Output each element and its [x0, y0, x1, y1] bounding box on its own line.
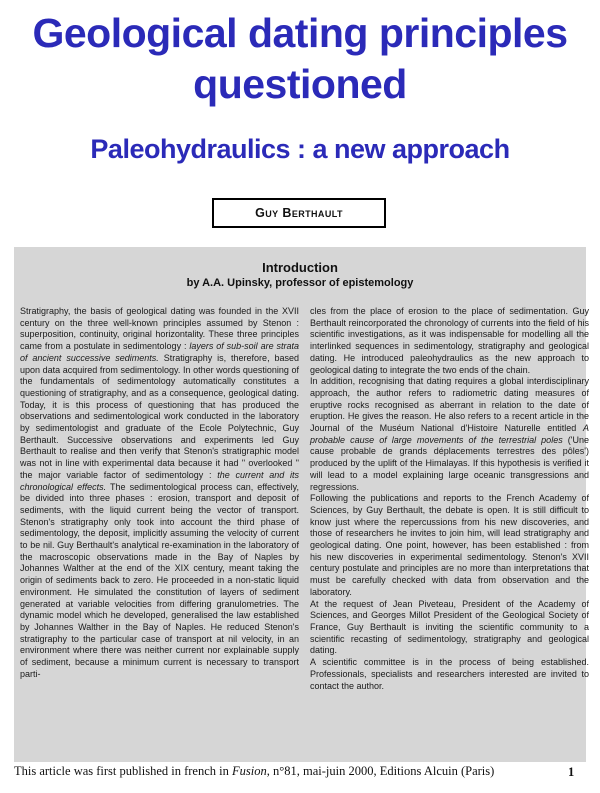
text-run: This article was first published in french in: [14, 764, 232, 778]
text-run: Stratigraphy, the basis of geological dating was founded in the XVII century on the three well-known principles assumed by Stenon : superposition, continuity, original horizontality. These three principles came from a postulate in sedimentology :: [20, 306, 299, 352]
text-run: In addition, recognising that dating requires a global interdisciplinary approach, the author refers to radiometric dating measures of eruptive rocks recognised as aberrant in relation to the date of eruption. He gives the reason. He also refers to a recent article in the Journal of the Muséum National d'Histoire Naturelle entitled: [310, 376, 589, 434]
emphasis-text: the current and its chronological effects.: [20, 469, 299, 492]
page-number: 1: [568, 765, 575, 779]
article-title-line1: Geological dating principles: [32, 10, 568, 56]
paragraph: A scientific committee is in the process of being established. Professionals, specialists and researchers interested are invited to contact the author.: [310, 657, 589, 691]
author-box: [212, 198, 386, 228]
body-column-right: [310, 306, 589, 692]
introduction-heading: Introduction: [262, 260, 338, 275]
text-run: , n°81, mai-juin 2000, Editions Alcuin (Paris): [266, 764, 495, 778]
publication-name: Fusion: [232, 764, 267, 778]
body-column-left: [20, 306, 299, 681]
paragraph: Following the publications and reports to the French Academy of Sciences, by Guy Berthault, the debate is open. It is still difficult to know just where the repercussions from his new discoveries, and those of researchers he invites to join him, will lead stratigraphy and geological dating. One point, however, has been established : from his new discoveries in experimental sedimentology. Stenon's XVII century postulate and principles are no more than interpretations that must be carefully checked with data from observation and the laboratory.: [310, 493, 589, 597]
paragraph: cles from the place of erosion to the place of sedimentation. Guy Berthault reincorporated the chronology of currents into the field of his scientific investigations, as it was indispensable for modelling all the interlinked sequences in sedimentology, stratigraphy and geological dating. He introduced paleohydraulics as the new approach to geological dating to integrate the two ends of the chain.: [310, 306, 589, 375]
text-run: The sedimentological process can, effectively, be divided into three phases : erosion, transport and deposit of sediments, with the liquid current being the vector of transport. Stenon's stratigraphy only took into account the third phase of sedimentology, the deposit, implicitly assuming the velocity of current to be nil. Guy Berthault's analytical re-examination in the laboratory of the macroscopic observations made in the Bay of Naples by Johannes Walther at the end of the XIX century, meant taking the origin of sediments back to zero. He proceeded in a non-static liquid environment. He simulated the constitution of layers of sediment generated at variable velocities from differing granulometries. The dynamic model which he developed, generalised the law established by Johannes Walther in the Bay of Naples. He reduced Stenon's stratigraphy to the particular case of transport at nil velocity, in an environment where there was neither current nor explainable supply of sediment, because a minimum current is necessary to transport parti-: [20, 481, 299, 679]
introduction-panel: [14, 247, 590, 762]
introduction-byline: by A.A. Upinsky, professor of epistemology: [186, 277, 414, 289]
article-subtitle: Paleohydraulics : a new approach: [90, 134, 510, 164]
text-run: Stratigraphy is, therefore, based upon data acquired from sedimentology. In other words questioning of the fundamentals of sedimentology automatically constitutes a questioning of stratigraphy, and as a consequence, geological dating. Today, it is this process of questioning that has produced the observations and sedimentological work conducted in the laboratory by sedimentologist and graduate of the Ecole Polytechnic, Guy Berthault. Successive observations and experiments led Guy Berthault to realise and then verify that Stenon's stratigraphic model was not in line with experimental data because it had " overlooked " the major variable factor of sedimentology :: [20, 352, 299, 480]
paragraph: [310, 376, 589, 493]
publication-note: [14, 764, 575, 779]
paragraph: At the request of Jean Piveteau, President of the Academy of Sciences, and Georges Millot President of the Geological Society of France, Guy Berthault is inviting the scientific community to a scientific recasting of sedimentology, stratigraphy and geological dating.: [310, 598, 589, 656]
paragraph: [20, 306, 299, 681]
emphasis-text: A probable cause of large movements of the terrestrial poles: [310, 423, 589, 445]
text-run: ('Une cause probable de grands déplacements terrestres des pôles') produced by the uplift of the Himalayas. If this hypothesis is verified it will lead to a model explaining large oceanic transgressions and regressions.: [310, 434, 590, 492]
article-title-line2: questioned: [193, 61, 407, 107]
author-name: Guy Berthault: [255, 206, 343, 220]
emphasis-text: layers of sub-soil are strata of ancient successive sediments.: [20, 341, 299, 363]
